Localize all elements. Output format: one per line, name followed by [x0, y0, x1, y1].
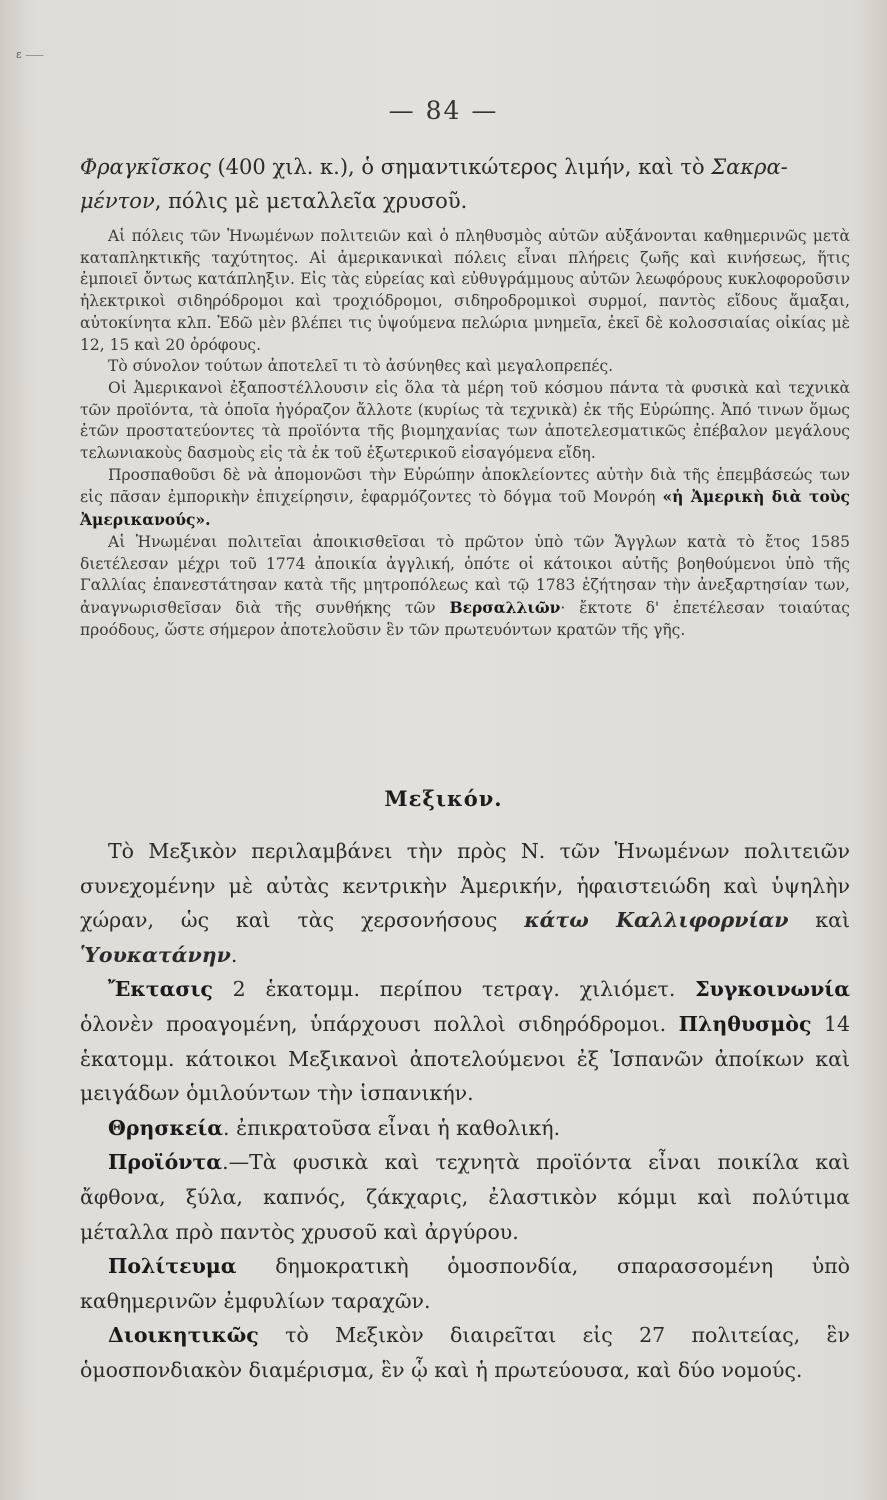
page-number: — 84 — [388, 96, 499, 125]
lead-text-2: , πόλις μὲ μεταλλεῖα χρυσοῦ. [154, 189, 468, 213]
intro-text-1: Τὸ Μεξικὸν περιλαμβάνει τὴν πρὸς Ν. τῶν Ἡνωμένων πολιτειῶν συνεχομένην μὲ αὐτὰς κεντρικὴν Ἀμερικήν, ἡφαιστειώδη καὶ ὑψηλὴν χώραν, ὡς καὶ τὰς χερσονήσους [80, 839, 850, 933]
history-text-1: Αἱ Ἡνωμέναι πολιτεῖαι ἀποικισθεῖσαι τὸ πρῶτον ὑπὸ τῶν Ἄγγλων κατὰ τὸ ἔτος 1585 διετέλεσαν μέχρι τοῦ 1774 ἀποικία ἀγγλική, ὁπότε οἱ κάτοικοι αὐτῆς βοηθούμενοι ὑπὸ τῆς Γαλλίας ἐπανεστάτησαν κατὰ τῆς μητροπόλεως καὶ τῷ 1783 ἐζήτησαν τὴν ἀνεξαρτησίαν των, ἀναγνωρισθεῖσαν διὰ τῆς συνθήκης τῶν [80, 532, 850, 617]
monroe-text: Προσπαθοῦσι δὲ νὰ ἀπομονῶσι τὴν Εὐρώπην ἀποκλείοντες αὐτὴν διὰ τῆς ἐπεμβάσεώς των εἰς πᾶσαν ἐμπορικὴν ἐπιχείρησιν, ἐφαρμόζοντες τὸ δόγμα τοῦ Μονρόη [80, 465, 850, 507]
label-area: Ἔκτασις [108, 977, 213, 1002]
versailles-term: Βερσαλλιῶν [449, 597, 561, 617]
mexico-section [80, 834, 850, 1388]
paragraph-government [80, 1249, 850, 1318]
label-administration: Διοικητικῶς [108, 1323, 259, 1348]
label-products: Προϊόντα [108, 1150, 223, 1175]
intro-place-1: κάτω Καλλιφορνίαν [524, 908, 789, 933]
paragraph-administration [80, 1318, 850, 1387]
intro-place-2: Ὑουκατάνην [80, 942, 231, 967]
paragraph-religion [80, 1111, 850, 1146]
administration-text: τὸ Μεξικὸν διαιρεῖται εἰς 27 πολιτείας, ἓν ὁμοσπονδιακὸν διαμέρισμα, ἓν ᾧ καὶ ἡ πρωτεύουσα, καὶ δύο νομούς. [80, 1323, 850, 1382]
lead-place-2-cont: μέντον [80, 189, 155, 213]
paragraph-area [80, 972, 850, 1110]
population-text: 14 ἑκατομμ. κάτοικοι Μεξικανοὶ ἀποτελούμενοι ἐξ Ἱσπανῶν ἀποίκων καὶ μειγάδων ὁμιλούντων τὴν ἱσπανικήν. [80, 1011, 850, 1106]
intro-text-3: . [230, 942, 238, 967]
paragraph-exports: Οἱ Ἀμερικανοὶ ἐξαποστέλλουσιν εἰς ὅλα τὰ μέρη τοῦ κόσμου πάντα τὰ φυσικὰ καὶ τεχνικὰ τῶν προϊόντα, τὰ ὁποῖα ἠγόραζον ἄλλοτε (κυρίως τὰ τεχνικὰ) ἐκ τῆς Εὐρώπης. Ἀπό τινων ὅμως ἐτῶν προστατεύοντες τὰ προϊόντα τῆς βιομηχανίας των ἀποτελεσματικῶς ἐπέβαλον μεγάλους τελωνιακοὺς δασμοὺς εἰς τὰ ἐκ τοῦ ἐξωτερικοῦ εἰσαγόμενα εἴδη. [80, 378, 850, 463]
small-print-block [80, 226, 850, 641]
lead-place-2: Σακρα- [711, 155, 788, 179]
paragraph-products [80, 1145, 850, 1249]
paragraph-monroe [80, 465, 850, 532]
label-communication: Συγκοινωνία [695, 977, 850, 1002]
label-government: Πολίτευμα [108, 1254, 237, 1279]
paragraph-summary: Τὸ σύνολον τούτων ἀποτελεῖ τι τὸ ἀσύνηθες καὶ μεγαλοπρεπές. [108, 357, 614, 376]
history-text-2: · ἔκτοτε δ' ἐπετέλεσαν τοιαύτας προόδους, ὥστε σήμερον ἀποτελοῦσιν ἓν τῶν πρωτευόντων κρατῶν τῆς γῆς. [80, 598, 850, 639]
communication-text: ὁλονὲν προαγομένη, ὑπάρχουσι πολλοὶ σιδηρόδρομοι. [80, 1011, 679, 1036]
corner-mark: ε ⸺ [16, 48, 44, 61]
paragraph-intro [80, 834, 850, 972]
paragraph-history [80, 532, 850, 642]
lead-place-1: Φραγκῖσκος [80, 155, 211, 179]
label-religion: Θρησκεία [108, 1115, 224, 1140]
religion-text: . ἐπικρατοῦσα εἶναι ἡ καθολική. [223, 1115, 561, 1140]
lead-paragraph [80, 150, 850, 218]
area-text: 2 ἑκατομμ. περίπου τετραγ. χιλιόμετ. [212, 977, 696, 1002]
lead-text-1: (400 χιλ. κ.), ὁ σημαντικώτερος λιμήν, καὶ τὸ [210, 155, 712, 179]
products-text: .—Τὰ φυσικὰ καὶ τεχνητὰ προϊόντα εἶναι ποικίλα καὶ ἄφθονα, ξύλα, καπνός, ζάκχαρις, ἐλαστικὸν κόμμι καὶ πολύτιμα μέταλλα πρὸ παντὸς χρυσοῦ καὶ ἀργύρου. [80, 1150, 850, 1244]
monroe-doctrine: «ἡ Ἀμερικὴ διὰ τοὺς Ἀμερικανούς». [80, 487, 850, 530]
section-title: Μεξικόν. [384, 786, 503, 811]
label-population: Πληθυσμὸς [678, 1011, 812, 1036]
intro-text-2: καὶ [788, 908, 850, 933]
paragraph-cities: Αἱ πόλεις τῶν Ἡνωμένων πολιτειῶν καὶ ὁ πληθυσμὸς αὐτῶν αὐξάνονται καθημερινῶς μετὰ καταπληκτικῆς ταχύτητος. Αἱ ἀμερικανικαὶ πόλεις εἶναι πλήρεις ζωῆς καὶ κινήσεως, ἥτις ἐμποιεῖ ὄντως κατάπληξιν. Εἰς τὰς εὐρείας καὶ εὐθυγράμμους αὐτῶν λεωφόρους κυκλοφοροῦσιν ἠλεκτρικοὶ σιδηρόδρομοι καὶ τροχιόδρομοι, σιδηροδρομικοὶ συρμοί, παντὸς εἴδους ἅμαξαι, αὐτοκίνητα κλπ. Ἐδῶ μὲν βλέπει τις ὑψούμενα πελώρια μνημεῖα, ἐκεῖ δὲ κολοσσιαίας οἰκίας μὲ 12, 15 καὶ 20 ὀρόφους. [80, 227, 850, 354]
government-text: δημοκρατικὴ ὁμοσπονδία, σπαρασσομένη ὑπὸ καθημερινῶν ἐμφυλίων ταραχῶν. [80, 1254, 850, 1313]
